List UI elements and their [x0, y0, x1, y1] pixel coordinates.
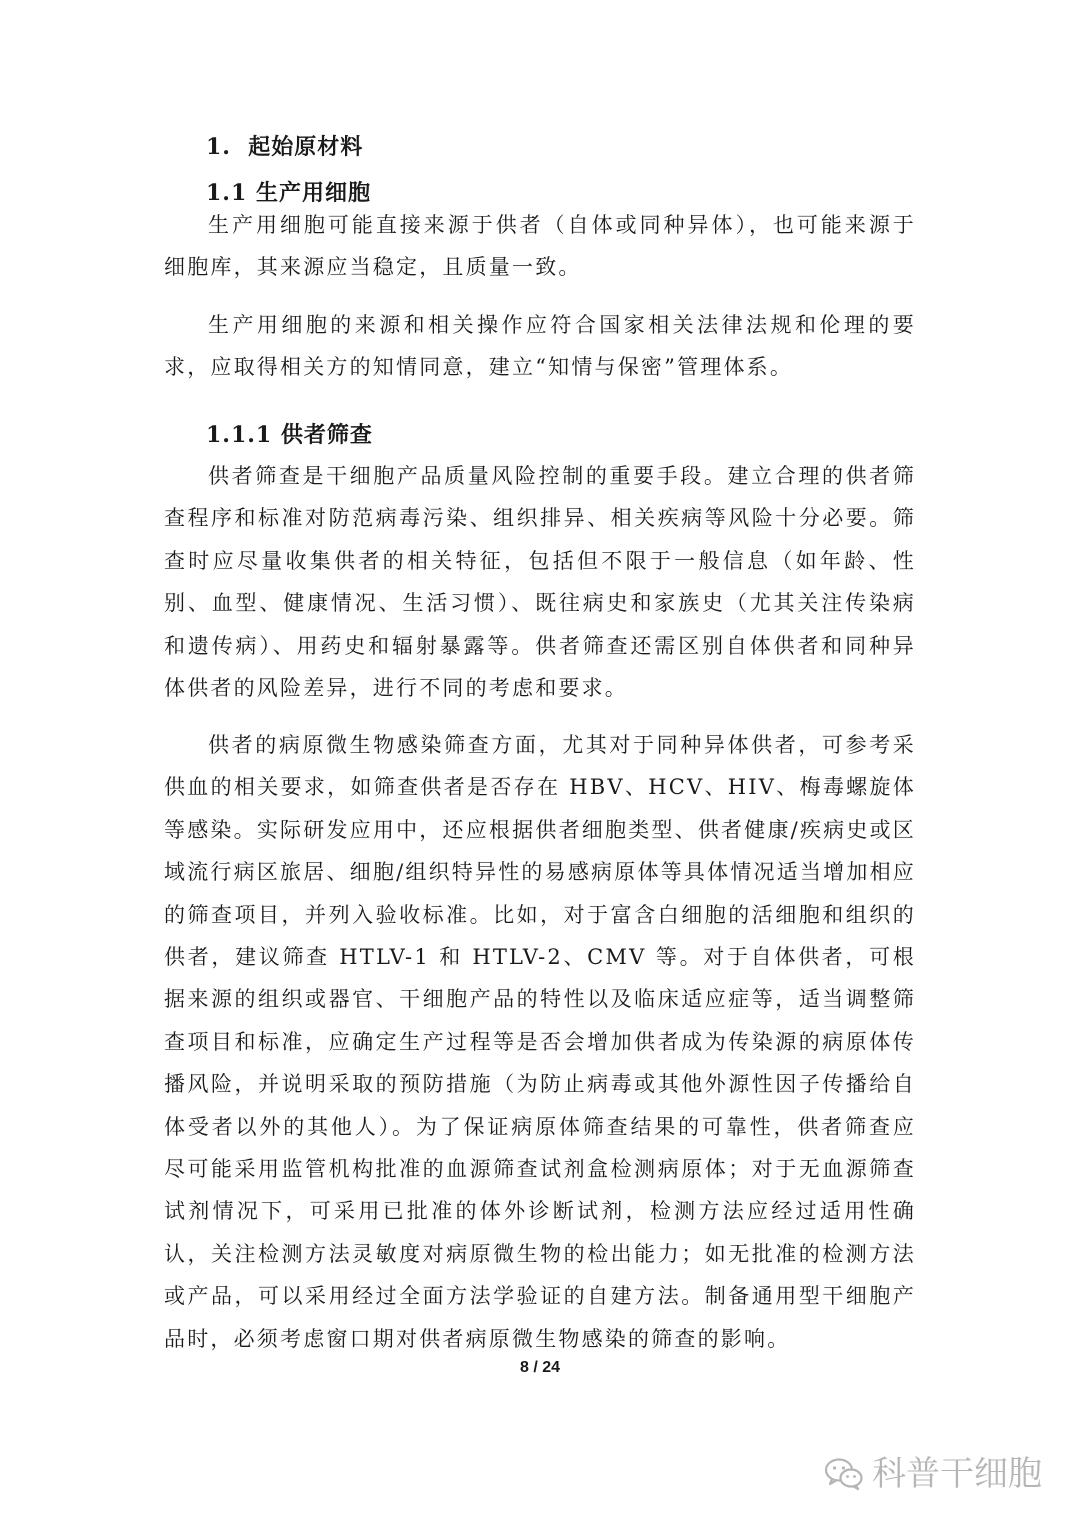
page-number: 8 / 24 [519, 1359, 561, 1376]
watermark-text: 科普干细胞 [872, 1454, 1042, 1494]
wechat-icon [824, 1457, 864, 1491]
subsection-number: 1.1 [206, 180, 248, 206]
section-title: 起始原材料 [248, 134, 364, 160]
paragraph: 生产用细胞的来源和相关操作应符合国家相关法律法规和伦理的要求，应取得相关方的知情同意，建立“知情与保密”管理体系。 [164, 313, 916, 380]
section-heading [206, 132, 363, 162]
paragraph: 生产用细胞可能直接来源于供者（自体或同种异体），也可能来源于细胞库，其来源应当稳定，且质量一致。 [164, 213, 916, 280]
subsubsection-title: 供者筛查 [280, 422, 373, 448]
subsubsection-heading [206, 420, 373, 450]
paragraph: 供者的病原微生物感染筛查方面，尤其对于同种异体供者，可参考采供血的相关要求，如筛查供者是否存在 HBV、HCV、HIV、梅毒螺旋体等感染。实际研发应用中，还应根据供者细胞类型、供者健康/疾病史或区域流行病区旅居、细胞/组织特异性的易感病原体等具体情况适当增加相应的筛查项目，并列入验收标准。比如，对于富含白细胞的活细胞和组织的供者，建议筛查 HTLV-1 和 HTLV-2、CMV 等。对于自体供者，可根据来源的组织或器官、干细胞产品的特性以及临床适应症等，适当调整筛查项目和标准，应确定生产过程等是否会增加供者成为传染源的病原体传播风险，并说明采取的预防措施（为防止病毒或其他外源性因子传播给自体受者以外的其他人）。为了保证病原体筛查结果的可靠性，供者筛查应尽可能采用监管机构批准的血源筛查试剂盒检测病原体；对于无血源筛查试剂情况下，可采用已批准的体外诊断试剂，检测方法应经过适用性确认，关注检测方法灵敏度对病原微生物的检出能力；如无批准的检测方法或产品，可以采用经过全面方法学验证的自建方法。制备通用型干细胞产品时，必须考虑窗口期对供者病原微生物感染的筛查的影响。 [164, 733, 916, 1351]
section-number: 1. [206, 134, 231, 160]
watermark [824, 1452, 1042, 1496]
subsubsection-number: 1.1.1 [206, 422, 273, 448]
paragraph: 供者筛查是干细胞产品质量风险控制的重要手段。建立合理的供者筛查程序和标准对防范病毒污染、组织排异、相关疾病等风险十分必要。筛查时应尽量收集供者的相关特征，包括但不限于一般信息（如年龄、性别、血型、健康情况、生活习惯）、既往病史和家族史（尤其关注传染病和遗传病）、用药史和辐射暴露等。供者筛查还需区别自体供者和同种异体供者的风险差异，进行不同的考虑和要求。 [164, 464, 916, 701]
subsection-title: 生产用细胞 [255, 180, 371, 206]
